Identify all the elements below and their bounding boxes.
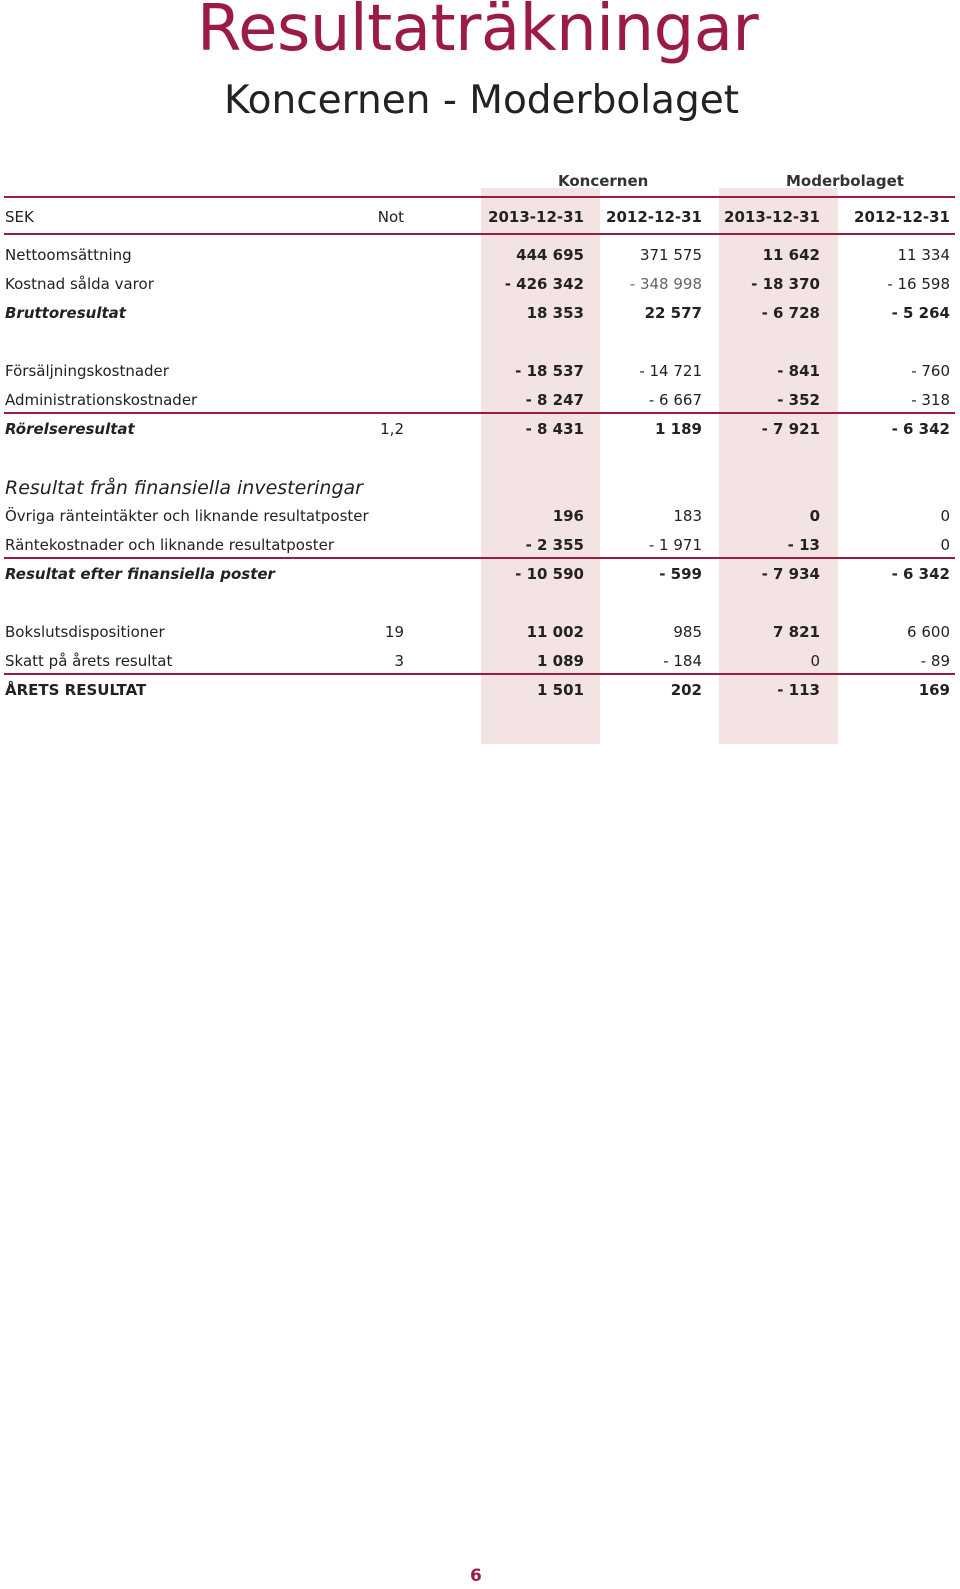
value-cell: - 6 667 xyxy=(648,391,702,409)
value-cell: 6 600 xyxy=(907,623,950,641)
value-cell: 985 xyxy=(673,623,702,641)
value-cell: - 5 264 xyxy=(891,304,950,322)
value-cell: - 7 934 xyxy=(761,565,820,583)
value-cell: - 352 xyxy=(777,391,820,409)
divider xyxy=(4,557,955,559)
value-cell: - 8 431 xyxy=(525,420,584,438)
table-row xyxy=(0,359,960,383)
row-label: ÅRETS RESULTAT xyxy=(5,681,147,699)
value-cell: 11 334 xyxy=(897,246,950,264)
value-cell: - 2 355 xyxy=(525,536,584,554)
value-cell: - 6 728 xyxy=(761,304,820,322)
value-cell: 1 089 xyxy=(537,652,584,670)
header-date: 2012-12-31 xyxy=(854,208,950,226)
value-cell: - 10 590 xyxy=(515,565,584,583)
row-label: Övriga ränteintäkter och liknande resultatposter xyxy=(5,507,369,525)
value-cell: 169 xyxy=(918,681,950,699)
group-heading-koncernen: Koncernen xyxy=(558,172,649,190)
value-cell: 202 xyxy=(670,681,702,699)
value-cell: 7 821 xyxy=(773,623,820,641)
page-title: Resultaträkningar xyxy=(197,0,759,66)
value-cell: 0 xyxy=(809,507,820,525)
value-cell: - 6 342 xyxy=(891,565,950,583)
table-row-total xyxy=(0,678,960,702)
value-cell: - 426 342 xyxy=(504,275,584,293)
table-row xyxy=(0,388,960,412)
row-label: Bruttoresultat xyxy=(5,304,126,322)
divider xyxy=(4,673,955,675)
value-cell: 0 xyxy=(810,652,820,670)
value-cell: - 8 247 xyxy=(525,391,584,409)
value-cell: 11 642 xyxy=(762,246,820,264)
row-label: Kostnad sålda varor xyxy=(5,275,154,293)
value-cell: - 599 xyxy=(659,565,702,583)
value-cell: 18 353 xyxy=(526,304,584,322)
value-cell: 0 xyxy=(940,536,950,554)
row-label: Rörelseresultat xyxy=(5,420,135,438)
value-cell: 0 xyxy=(940,507,950,525)
table-row xyxy=(0,649,960,673)
header-date: 2012-12-31 xyxy=(606,208,702,226)
table-row xyxy=(0,620,960,644)
row-label: Nettoomsättning xyxy=(5,246,132,264)
divider xyxy=(4,196,955,198)
value-cell: 11 002 xyxy=(526,623,584,641)
table-row xyxy=(0,504,960,528)
note-ref: 1,2 xyxy=(380,420,404,438)
row-label: Räntekostnader och liknande resultatposter xyxy=(5,536,335,554)
divider xyxy=(4,233,955,235)
table-header-row xyxy=(0,205,960,229)
value-cell: - 89 xyxy=(920,652,950,670)
table-row xyxy=(0,243,960,267)
table-row xyxy=(0,272,960,296)
note-ref: 3 xyxy=(394,652,404,670)
group-heading-moderbolaget: Moderbolaget xyxy=(786,172,904,190)
divider xyxy=(4,412,955,414)
value-cell: 183 xyxy=(673,507,702,525)
value-cell: - 13 xyxy=(787,536,820,554)
value-cell: 1 501 xyxy=(537,681,584,699)
row-label: Skatt på årets resultat xyxy=(5,652,173,670)
value-cell: - 184 xyxy=(663,652,702,670)
table-row xyxy=(0,533,960,557)
value-cell: - 760 xyxy=(911,362,950,380)
row-label: Försäljningskostnader xyxy=(5,362,169,380)
value-cell: - 18 370 xyxy=(751,275,820,293)
header-sek: SEK xyxy=(5,208,34,226)
value-cell: - 348 998 xyxy=(629,275,702,293)
value-cell: - 841 xyxy=(777,362,820,380)
value-cell: - 18 537 xyxy=(515,362,584,380)
value-cell: - 6 342 xyxy=(891,420,950,438)
value-cell: - 318 xyxy=(911,391,950,409)
table-row-subtotal xyxy=(0,562,960,586)
header-date: 2013-12-31 xyxy=(488,208,584,226)
section-heading: Resultat från finansiella investeringar xyxy=(5,477,363,499)
value-cell: 444 695 xyxy=(516,246,584,264)
value-cell: - 14 721 xyxy=(639,362,702,380)
value-cell: - 1 971 xyxy=(648,536,702,554)
table-row-subtotal xyxy=(0,417,960,441)
row-label: Bokslutsdispositioner xyxy=(5,623,165,641)
value-cell: 196 xyxy=(552,507,584,525)
value-cell: - 16 598 xyxy=(887,275,950,293)
value-cell: 1 189 xyxy=(655,420,702,438)
row-label: Resultat efter finansiella poster xyxy=(5,565,275,583)
row-label: Administrationskostnader xyxy=(5,391,198,409)
value-cell: 22 577 xyxy=(644,304,702,322)
header-date: 2013-12-31 xyxy=(724,208,820,226)
value-cell: - 113 xyxy=(777,681,820,699)
page-number: 6 xyxy=(470,1566,482,1586)
page-subtitle: Koncernen - Moderbolaget xyxy=(224,78,739,123)
value-cell: - 7 921 xyxy=(761,420,820,438)
header-not: Not xyxy=(377,208,404,226)
note-ref: 19 xyxy=(384,623,404,641)
value-cell: 371 575 xyxy=(639,246,702,264)
table-row-subtotal xyxy=(0,301,960,325)
